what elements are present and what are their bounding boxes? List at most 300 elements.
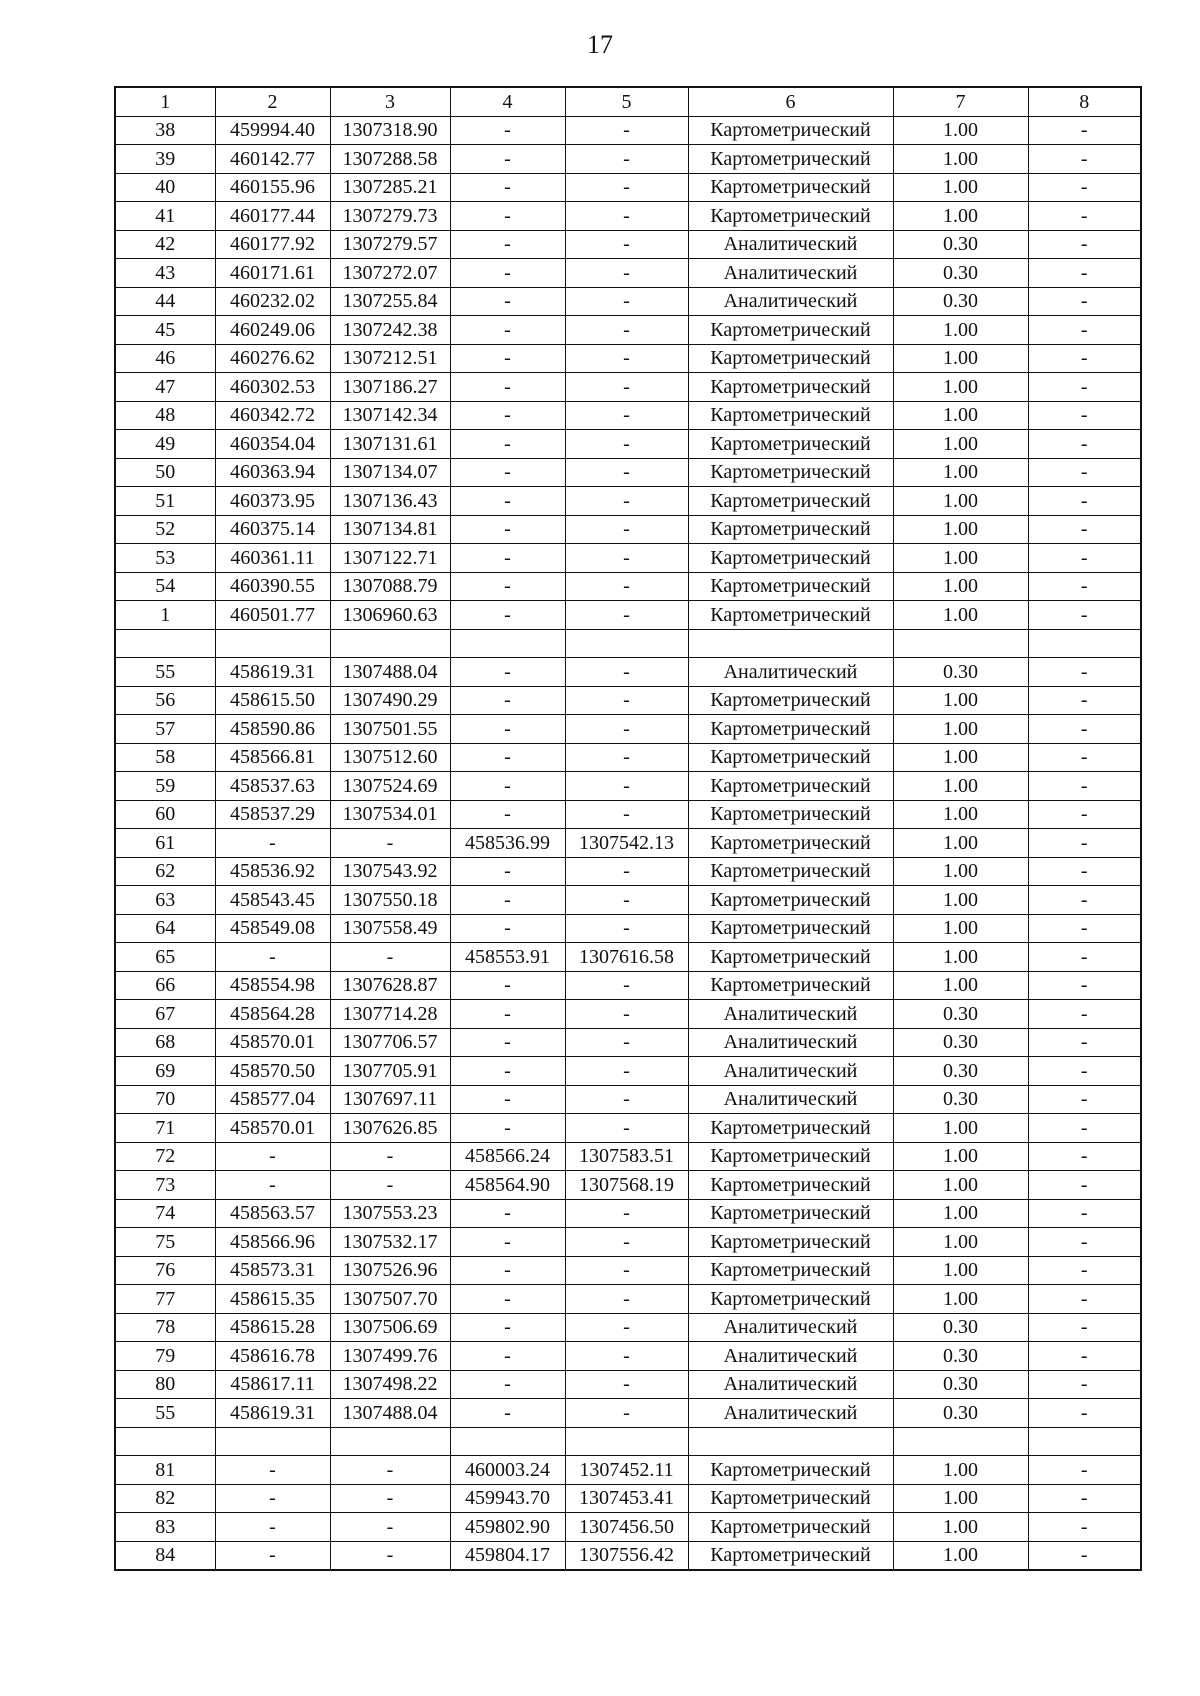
y-alt-coordinate-cell: - [565, 1370, 688, 1399]
x-alt-coordinate-cell: - [450, 316, 565, 345]
y-alt-coordinate-cell: - [565, 316, 688, 345]
x-coordinate-cell: 460373.95 [215, 487, 330, 516]
x-alt-coordinate-cell: - [450, 373, 565, 402]
x-alt-coordinate-cell: - [450, 1228, 565, 1257]
point-number-cell: 52 [115, 515, 215, 544]
accuracy-cell: 0.30 [893, 1000, 1028, 1029]
x-alt-coordinate-cell: - [450, 800, 565, 829]
point-number-cell: 77 [115, 1285, 215, 1314]
y-alt-coordinate-cell: - [565, 1256, 688, 1285]
x-alt-coordinate-cell: - [450, 1313, 565, 1342]
y-alt-coordinate-cell: - [565, 287, 688, 316]
method-cell: Картометрический [688, 430, 893, 459]
x-alt-coordinate-cell: - [450, 1342, 565, 1371]
y-alt-coordinate-cell: - [565, 401, 688, 430]
accuracy-cell: 0.30 [893, 259, 1028, 288]
x-alt-coordinate-cell: - [450, 1085, 565, 1114]
method-cell: Аналитический [688, 1342, 893, 1371]
table-row [115, 145, 1141, 174]
x-coordinate-cell: 458537.29 [215, 800, 330, 829]
note-cell: - [1028, 344, 1141, 373]
method-cell: Картометрический [688, 1228, 893, 1257]
x-alt-coordinate-cell: - [450, 145, 565, 174]
table-row [115, 1028, 1141, 1057]
table-row [115, 1171, 1141, 1200]
method-cell: Картометрический [688, 572, 893, 601]
table-row [115, 1000, 1141, 1029]
method-cell: Картометрический [688, 344, 893, 373]
accuracy-cell: 1.00 [893, 515, 1028, 544]
table-row [115, 1085, 1141, 1114]
note-cell: - [1028, 458, 1141, 487]
y-alt-coordinate-cell: - [565, 1085, 688, 1114]
x-coordinate-cell: 458536.92 [215, 857, 330, 886]
y-alt-coordinate-cell: - [565, 1000, 688, 1029]
y-coordinate-cell: 1307714.28 [330, 1000, 450, 1029]
y-alt-coordinate-cell: - [565, 601, 688, 630]
accuracy-cell: 1.00 [893, 544, 1028, 573]
y-coordinate-cell: 1307550.18 [330, 886, 450, 915]
note-cell: - [1028, 1313, 1141, 1342]
x-coordinate-cell: - [215, 1541, 330, 1570]
x-alt-coordinate-cell: - [450, 1399, 565, 1428]
accuracy-cell: 1.00 [893, 1484, 1028, 1513]
x-alt-coordinate-cell: - [450, 1256, 565, 1285]
x-coordinate-cell: 460302.53 [215, 373, 330, 402]
y-coordinate-cell: - [330, 1171, 450, 1200]
point-number-cell: 71 [115, 1114, 215, 1143]
accuracy-cell: 1.00 [893, 715, 1028, 744]
x-alt-coordinate-cell: - [450, 487, 565, 516]
x-coordinate-cell: 458577.04 [215, 1085, 330, 1114]
x-alt-coordinate-cell: - [450, 401, 565, 430]
table-row [115, 173, 1141, 202]
note-cell: - [1028, 1456, 1141, 1485]
y-alt-coordinate-cell: - [565, 202, 688, 231]
table-row [115, 1228, 1141, 1257]
y-alt-coordinate-cell: - [565, 971, 688, 1000]
point-number-cell: 56 [115, 686, 215, 715]
y-alt-coordinate-cell: - [565, 430, 688, 459]
y-coordinate-cell: 1307553.23 [330, 1199, 450, 1228]
y-alt-coordinate-cell: 1307556.42 [565, 1541, 688, 1570]
y-coordinate-cell: 1307279.73 [330, 202, 450, 231]
point-number-cell: 84 [115, 1541, 215, 1570]
method-cell: Картометрический [688, 1199, 893, 1228]
y-coordinate-cell [330, 1427, 450, 1456]
y-coordinate-cell: 1307706.57 [330, 1028, 450, 1057]
y-coordinate-cell: 1307532.17 [330, 1228, 450, 1257]
column-header: 6 [688, 87, 893, 116]
x-alt-coordinate-cell: 458566.24 [450, 1142, 565, 1171]
accuracy-cell: 1.00 [893, 686, 1028, 715]
method-cell: Аналитический [688, 1028, 893, 1057]
y-coordinate-cell: 1307136.43 [330, 487, 450, 516]
point-number-cell: 51 [115, 487, 215, 516]
y-alt-coordinate-cell: - [565, 572, 688, 601]
y-alt-coordinate-cell: - [565, 1057, 688, 1086]
y-alt-coordinate-cell: - [565, 173, 688, 202]
x-alt-coordinate-cell: - [450, 1028, 565, 1057]
point-number-cell: 41 [115, 202, 215, 231]
y-coordinate-cell: 1307134.81 [330, 515, 450, 544]
accuracy-cell: 1.00 [893, 971, 1028, 1000]
x-coordinate-cell: 458563.57 [215, 1199, 330, 1228]
x-alt-coordinate-cell: - [450, 202, 565, 231]
y-coordinate-cell: 1307134.07 [330, 458, 450, 487]
y-coordinate-cell: 1307131.61 [330, 430, 450, 459]
accuracy-cell [893, 1427, 1028, 1456]
y-coordinate-cell: - [330, 1484, 450, 1513]
y-alt-coordinate-cell: 1307453.41 [565, 1484, 688, 1513]
table-row [115, 772, 1141, 801]
x-alt-coordinate-cell: - [450, 1285, 565, 1314]
accuracy-cell: 1.00 [893, 344, 1028, 373]
method-cell: Картометрический [688, 1256, 893, 1285]
y-coordinate-cell: 1307488.04 [330, 1399, 450, 1428]
note-cell: - [1028, 971, 1141, 1000]
note-cell: - [1028, 287, 1141, 316]
y-coordinate-cell: 1307534.01 [330, 800, 450, 829]
y-alt-coordinate-cell: - [565, 686, 688, 715]
y-alt-coordinate-cell: - [565, 1285, 688, 1314]
note-cell: - [1028, 145, 1141, 174]
table-row [115, 116, 1141, 145]
column-header: 7 [893, 87, 1028, 116]
point-number-cell: 55 [115, 658, 215, 687]
y-coordinate-cell: 1307499.76 [330, 1342, 450, 1371]
accuracy-cell: 1.00 [893, 1256, 1028, 1285]
note-cell: - [1028, 230, 1141, 259]
note-cell: - [1028, 316, 1141, 345]
y-coordinate-cell: 1307626.85 [330, 1114, 450, 1143]
method-cell [688, 629, 893, 658]
accuracy-cell: 1.00 [893, 1171, 1028, 1200]
x-coordinate-cell: 460276.62 [215, 344, 330, 373]
point-number-cell: 67 [115, 1000, 215, 1029]
note-cell: - [1028, 1513, 1141, 1542]
table-row [115, 629, 1141, 658]
method-cell: Картометрический [688, 601, 893, 630]
accuracy-cell: 0.30 [893, 1057, 1028, 1086]
note-cell: - [1028, 202, 1141, 231]
y-coordinate-cell: 1307501.55 [330, 715, 450, 744]
point-number-cell: 78 [115, 1313, 215, 1342]
y-alt-coordinate-cell: - [565, 800, 688, 829]
column-header: 3 [330, 87, 450, 116]
x-alt-coordinate-cell: 460003.24 [450, 1456, 565, 1485]
accuracy-cell: 1.00 [893, 202, 1028, 231]
x-coordinate-cell: 460501.77 [215, 601, 330, 630]
note-cell: - [1028, 772, 1141, 801]
method-cell: Картометрический [688, 800, 893, 829]
x-coordinate-cell: 460177.92 [215, 230, 330, 259]
method-cell: Картометрический [688, 686, 893, 715]
y-coordinate-cell: 1307318.90 [330, 116, 450, 145]
point-number-cell: 39 [115, 145, 215, 174]
accuracy-cell: 1.00 [893, 800, 1028, 829]
x-coordinate-cell: - [215, 1456, 330, 1485]
point-number-cell: 47 [115, 373, 215, 402]
point-number-cell: 81 [115, 1456, 215, 1485]
note-cell: - [1028, 1085, 1141, 1114]
method-cell: Картометрический [688, 1513, 893, 1542]
table-row [115, 259, 1141, 288]
accuracy-cell: 0.30 [893, 1342, 1028, 1371]
y-coordinate-cell [330, 629, 450, 658]
x-coordinate-cell: 459994.40 [215, 116, 330, 145]
y-coordinate-cell: 1307628.87 [330, 971, 450, 1000]
point-number-cell: 58 [115, 743, 215, 772]
accuracy-cell: 1.00 [893, 1228, 1028, 1257]
y-coordinate-cell: - [330, 1142, 450, 1171]
x-coordinate-cell: - [215, 1171, 330, 1200]
accuracy-cell: 1.00 [893, 373, 1028, 402]
accuracy-cell: 1.00 [893, 1114, 1028, 1143]
method-cell: Картометрический [688, 1456, 893, 1485]
note-cell [1028, 629, 1141, 658]
table-row [115, 1399, 1141, 1428]
table-row [115, 1114, 1141, 1143]
x-coordinate-cell [215, 629, 330, 658]
x-coordinate-cell: 458549.08 [215, 914, 330, 943]
table-row [115, 287, 1141, 316]
y-coordinate-cell: - [330, 1513, 450, 1542]
table-row [115, 515, 1141, 544]
accuracy-cell: 1.00 [893, 458, 1028, 487]
y-coordinate-cell: 1307488.04 [330, 658, 450, 687]
x-coordinate-cell: 458615.28 [215, 1313, 330, 1342]
note-cell: - [1028, 601, 1141, 630]
y-alt-coordinate-cell: - [565, 1028, 688, 1057]
method-cell: Картометрический [688, 1142, 893, 1171]
x-coordinate-cell: 460363.94 [215, 458, 330, 487]
table-row [115, 1285, 1141, 1314]
y-alt-coordinate-cell [565, 1427, 688, 1456]
accuracy-cell: 1.00 [893, 401, 1028, 430]
y-coordinate-cell: - [330, 829, 450, 858]
column-header: 8 [1028, 87, 1141, 116]
y-alt-coordinate-cell: - [565, 259, 688, 288]
x-coordinate-cell: 460354.04 [215, 430, 330, 459]
x-alt-coordinate-cell: - [450, 116, 565, 145]
method-cell: Картометрический [688, 743, 893, 772]
accuracy-cell: 1.00 [893, 1285, 1028, 1314]
x-alt-coordinate-cell [450, 629, 565, 658]
accuracy-cell: 1.00 [893, 145, 1028, 174]
y-coordinate-cell: 1307506.69 [330, 1313, 450, 1342]
method-cell: Картометрический [688, 515, 893, 544]
y-coordinate-cell: 1307288.58 [330, 145, 450, 174]
note-cell: - [1028, 857, 1141, 886]
x-alt-coordinate-cell: - [450, 743, 565, 772]
y-coordinate-cell: 1307512.60 [330, 743, 450, 772]
accuracy-cell: 1.00 [893, 116, 1028, 145]
note-cell: - [1028, 1057, 1141, 1086]
y-alt-coordinate-cell: - [565, 230, 688, 259]
point-number-cell: 54 [115, 572, 215, 601]
y-coordinate-cell: 1307558.49 [330, 914, 450, 943]
y-alt-coordinate-cell: - [565, 715, 688, 744]
x-coordinate-cell: 458619.31 [215, 658, 330, 687]
y-alt-coordinate-cell: 1307616.58 [565, 943, 688, 972]
y-coordinate-cell: 1307272.07 [330, 259, 450, 288]
table-row [115, 401, 1141, 430]
point-number-cell [115, 629, 215, 658]
y-alt-coordinate-cell: 1307542.13 [565, 829, 688, 858]
x-coordinate-cell: 458619.31 [215, 1399, 330, 1428]
x-coordinate-cell: 460375.14 [215, 515, 330, 544]
table-row [115, 344, 1141, 373]
x-alt-coordinate-cell: - [450, 544, 565, 573]
y-coordinate-cell: 1307697.11 [330, 1085, 450, 1114]
x-alt-coordinate-cell: 459943.70 [450, 1484, 565, 1513]
method-cell: Аналитический [688, 658, 893, 687]
x-alt-coordinate-cell: - [450, 572, 565, 601]
accuracy-cell: 1.00 [893, 572, 1028, 601]
method-cell: Картометрический [688, 1285, 893, 1314]
point-number-cell: 68 [115, 1028, 215, 1057]
y-coordinate-cell: 1307088.79 [330, 572, 450, 601]
table-row [115, 743, 1141, 772]
x-alt-coordinate-cell: - [450, 886, 565, 915]
point-number-cell: 43 [115, 259, 215, 288]
note-cell: - [1028, 829, 1141, 858]
accuracy-cell: 1.00 [893, 1142, 1028, 1171]
accuracy-cell [893, 629, 1028, 658]
y-coordinate-cell: 1307524.69 [330, 772, 450, 801]
point-number-cell: 61 [115, 829, 215, 858]
note-cell: - [1028, 886, 1141, 915]
accuracy-cell: 0.30 [893, 1399, 1028, 1428]
accuracy-cell: 0.30 [893, 1028, 1028, 1057]
method-cell: Картометрический [688, 487, 893, 516]
x-coordinate-cell: 458570.01 [215, 1114, 330, 1143]
note-cell: - [1028, 686, 1141, 715]
x-coordinate-cell: 458615.50 [215, 686, 330, 715]
y-coordinate-cell: - [330, 1541, 450, 1570]
note-cell: - [1028, 1228, 1141, 1257]
method-cell: Картометрический [688, 715, 893, 744]
table-row [115, 1427, 1141, 1456]
x-alt-coordinate-cell: 459802.90 [450, 1513, 565, 1542]
y-alt-coordinate-cell: - [565, 1313, 688, 1342]
note-cell: - [1028, 373, 1141, 402]
table-row [115, 686, 1141, 715]
point-number-cell: 82 [115, 1484, 215, 1513]
note-cell: - [1028, 116, 1141, 145]
note-cell: - [1028, 1028, 1141, 1057]
method-cell: Картометрический [688, 145, 893, 174]
method-cell: Аналитический [688, 1085, 893, 1114]
x-coordinate-cell: - [215, 829, 330, 858]
y-alt-coordinate-cell: 1307456.50 [565, 1513, 688, 1542]
point-number-cell [115, 1427, 215, 1456]
table-row [115, 1142, 1141, 1171]
point-number-cell: 73 [115, 1171, 215, 1200]
table-body [115, 116, 1141, 1570]
x-alt-coordinate-cell: - [450, 772, 565, 801]
method-cell: Картометрический [688, 458, 893, 487]
accuracy-cell: 1.00 [893, 914, 1028, 943]
y-alt-coordinate-cell: - [565, 743, 688, 772]
x-alt-coordinate-cell [450, 1427, 565, 1456]
note-cell: - [1028, 715, 1141, 744]
point-number-cell: 83 [115, 1513, 215, 1542]
column-header: 1 [115, 87, 215, 116]
accuracy-cell: 1.00 [893, 487, 1028, 516]
point-number-cell: 79 [115, 1342, 215, 1371]
method-cell [688, 1427, 893, 1456]
accuracy-cell: 1.00 [893, 1199, 1028, 1228]
point-number-cell: 76 [115, 1256, 215, 1285]
accuracy-cell: 1.00 [893, 601, 1028, 630]
accuracy-cell: 0.30 [893, 1313, 1028, 1342]
note-cell [1028, 1427, 1141, 1456]
point-number-cell: 40 [115, 173, 215, 202]
point-number-cell: 50 [115, 458, 215, 487]
method-cell: Аналитический [688, 287, 893, 316]
table-row [115, 914, 1141, 943]
note-cell: - [1028, 1484, 1141, 1513]
accuracy-cell: 1.00 [893, 743, 1028, 772]
note-cell: - [1028, 515, 1141, 544]
note-cell: - [1028, 1342, 1141, 1371]
point-number-cell: 53 [115, 544, 215, 573]
method-cell: Картометрический [688, 544, 893, 573]
note-cell: - [1028, 572, 1141, 601]
method-cell: Картометрический [688, 401, 893, 430]
y-alt-coordinate-cell: 1307583.51 [565, 1142, 688, 1171]
y-alt-coordinate-cell: - [565, 886, 688, 915]
method-cell: Картометрический [688, 829, 893, 858]
y-alt-coordinate-cell: - [565, 1399, 688, 1428]
x-coordinate-cell: 460232.02 [215, 287, 330, 316]
note-cell: - [1028, 914, 1141, 943]
note-cell: - [1028, 743, 1141, 772]
method-cell: Картометрический [688, 772, 893, 801]
point-number-cell: 64 [115, 914, 215, 943]
table-row [115, 857, 1141, 886]
y-alt-coordinate-cell: - [565, 857, 688, 886]
y-coordinate-cell: 1307255.84 [330, 287, 450, 316]
y-alt-coordinate-cell: - [565, 914, 688, 943]
x-coordinate-cell: 460142.77 [215, 145, 330, 174]
x-coordinate-cell: 458615.35 [215, 1285, 330, 1314]
point-number-cell: 74 [115, 1199, 215, 1228]
accuracy-cell: 1.00 [893, 772, 1028, 801]
method-cell: Аналитический [688, 1399, 893, 1428]
note-cell: - [1028, 173, 1141, 202]
y-coordinate-cell: 1307705.91 [330, 1057, 450, 1086]
accuracy-cell: 0.30 [893, 1085, 1028, 1114]
x-coordinate-cell: 460390.55 [215, 572, 330, 601]
accuracy-cell: 1.00 [893, 316, 1028, 345]
method-cell: Аналитический [688, 1000, 893, 1029]
table-row [115, 1513, 1141, 1542]
y-coordinate-cell: 1307122.71 [330, 544, 450, 573]
y-coordinate-cell: 1307498.22 [330, 1370, 450, 1399]
accuracy-cell: 1.00 [893, 829, 1028, 858]
method-cell: Картометрический [688, 971, 893, 1000]
method-cell: Картометрический [688, 886, 893, 915]
method-cell: Картометрический [688, 1114, 893, 1143]
y-alt-coordinate-cell: 1307568.19 [565, 1171, 688, 1200]
point-number-cell: 72 [115, 1142, 215, 1171]
accuracy-cell: 1.00 [893, 430, 1028, 459]
point-number-cell: 1 [115, 601, 215, 630]
y-alt-coordinate-cell: - [565, 544, 688, 573]
